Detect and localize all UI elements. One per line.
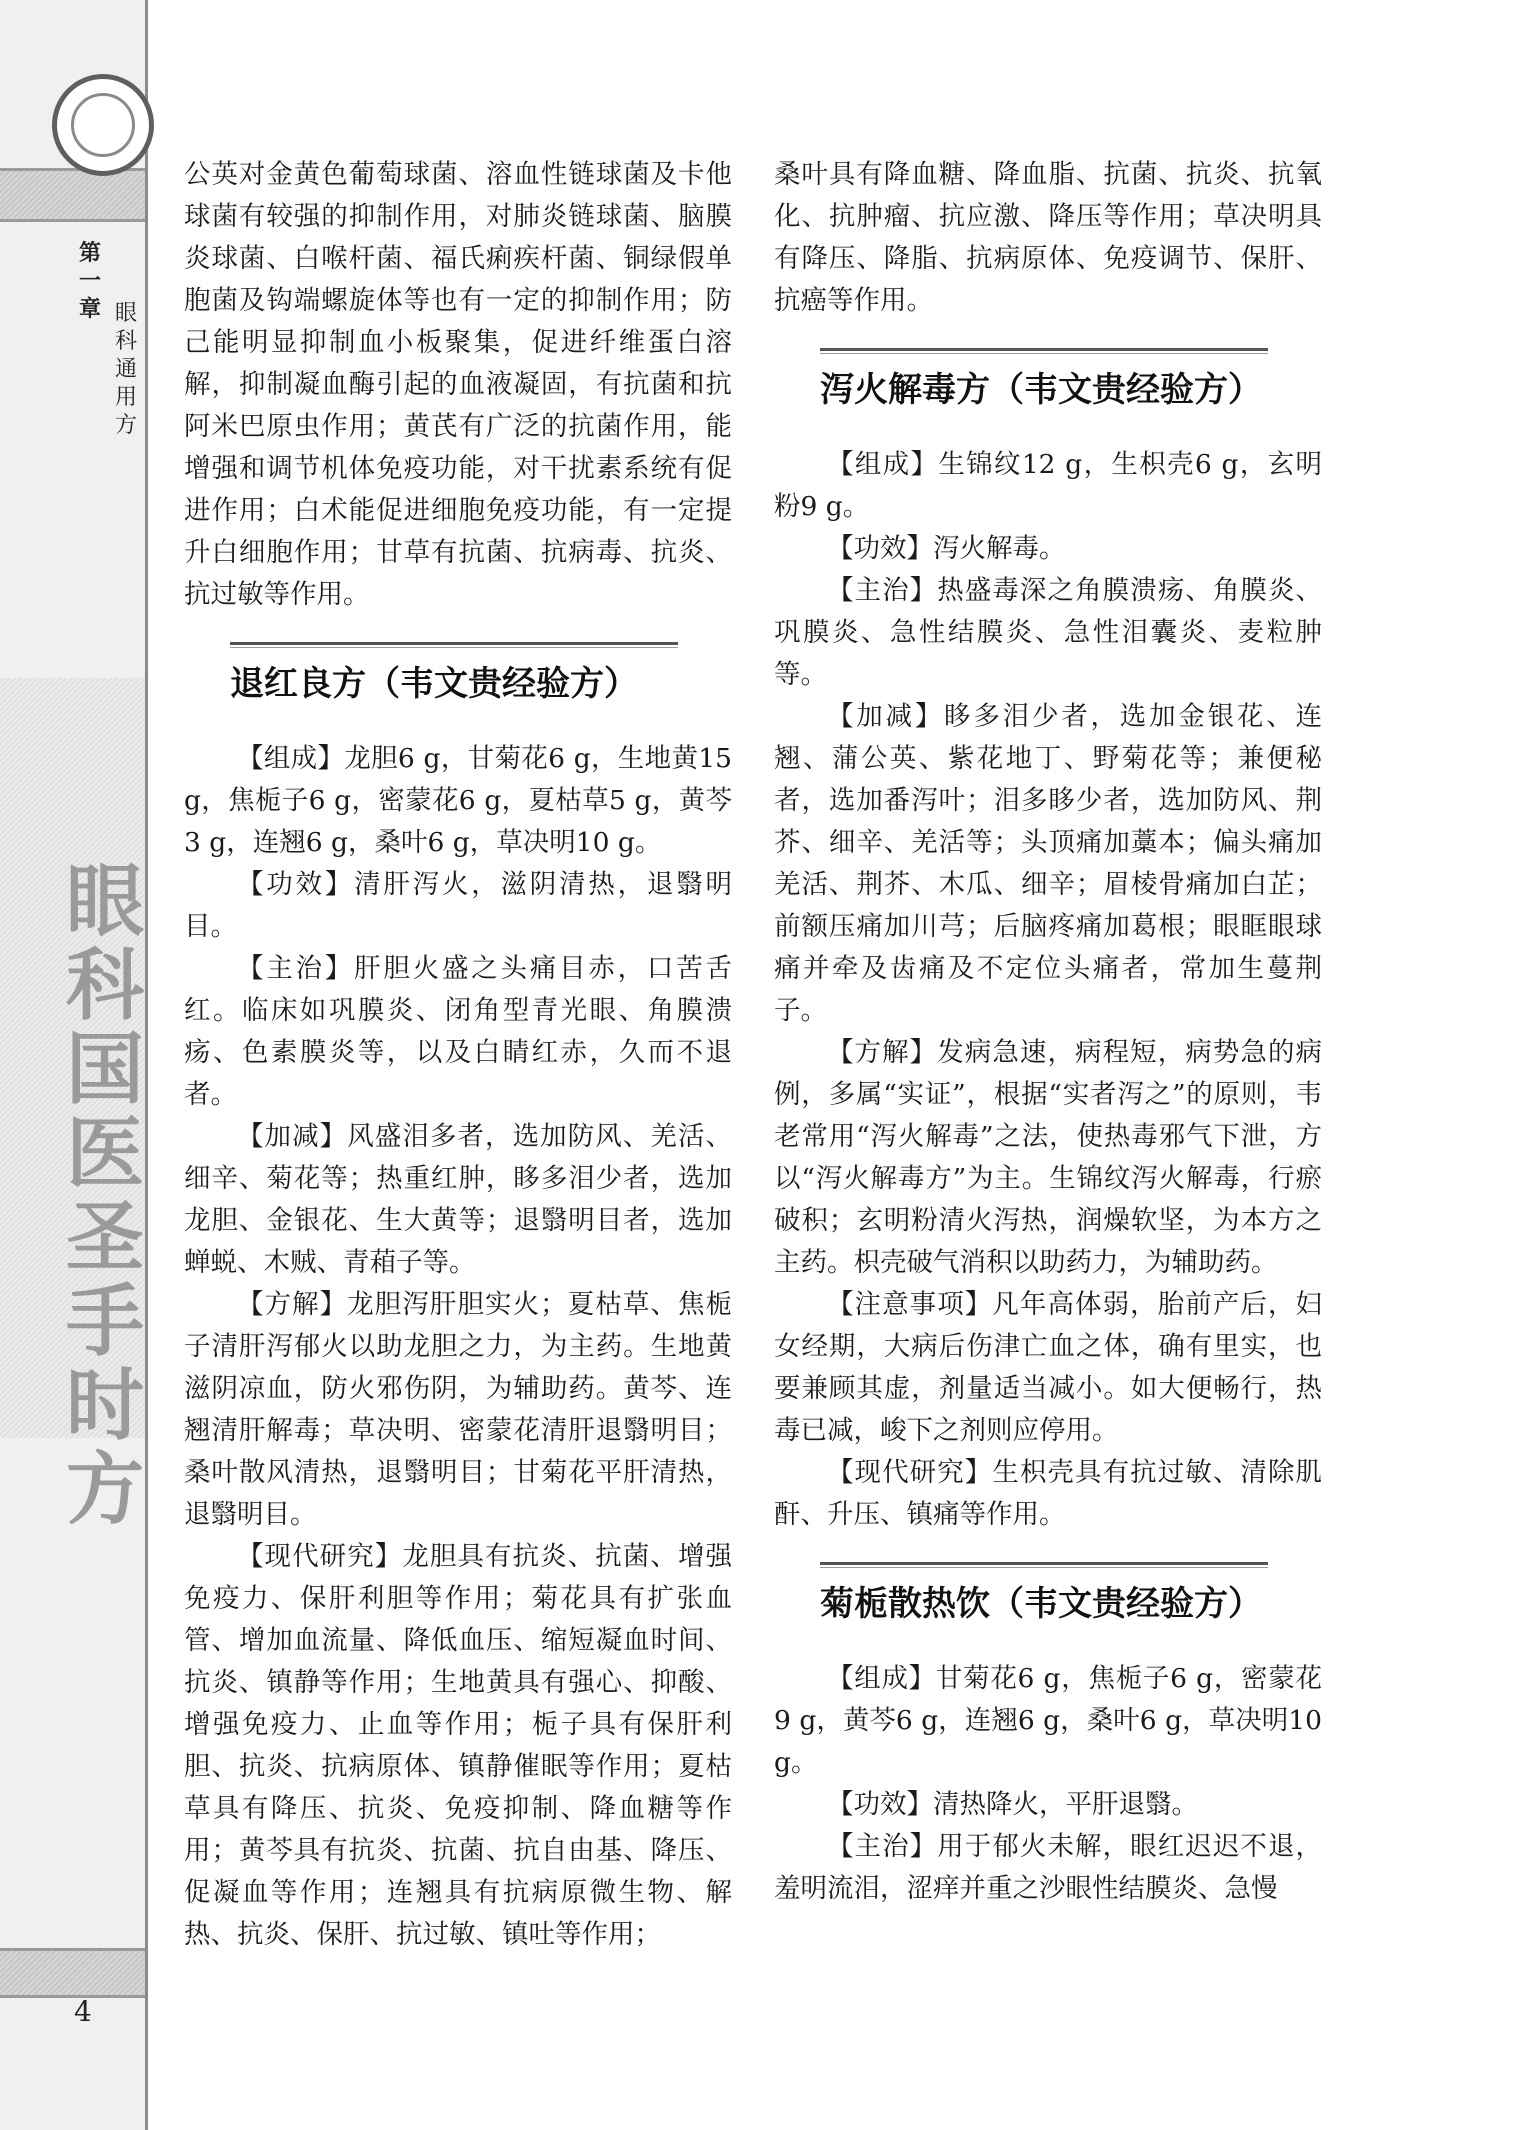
continued-paragraph: 公英对金黄色葡萄球菌、溶血性链球菌及卡他球菌有较强的抑制作用，对肺炎链球菌、脑膜炎球菌、白喉杆菌、福氏痢疾杆菌、铜绿假单胞菌及钩端螺旋体等也有一定的抑制作用；防己能明显抑制血小板聚集，促进纤维蛋白溶解，抑制凝血酶引起的血液凝固，有抗菌和抗阿米巴原虫作用；黄芪有广泛的抗菌作用，能增强和调节机体免疫功能，对干扰素系统有促进作用；白术能促进细胞免疫功能，有一定提升白细胞作用；甘草有抗菌、抗病毒、抗炎、抗过敏等作用。: [184, 159, 732, 610]
right-column: [774, 154, 1322, 1910]
paragraph-explanation: 【方解】龙胆泻肝胆实火；夏枯草、焦栀子清肝泻郁火以助龙胆之力，为主药。生地黄滋阴凉血，防火邪伤阴，为辅助药。黄芩、连翘清肝解毒；草决明、密蒙花清肝退翳明目；桑叶散风清热，退翳明目；甘菊花平肝清热，退翳明目。: [184, 1289, 732, 1530]
page-number: 4: [74, 1995, 92, 2028]
paragraph-modification: 【加减】眵多泪少者，选加金银花、连翘、蒲公英、紫花地丁、野菊花等；兼便秘者，选加番泻叶；泪多眵少者，选加防风、荆芥、细辛、羌活等；头顶痛加藁本；偏头痛加羌活、荆芥、木瓜、细辛；眉棱骨痛加白芷；前额压痛加川芎；后脑疼痛加葛根；眼眶眼球痛并牵及齿痛及不定位头痛者，常加生蔓荆子。: [774, 701, 1322, 1026]
section-heading: 退红良方（韦文贵经验方）: [230, 664, 638, 704]
sidebar: [0, 0, 148, 2130]
phoenix-emblem-icon: [52, 74, 154, 176]
paragraph-efficacy: 【功效】清肝泻火，滋阴清热，退翳明目。: [184, 869, 732, 942]
heading-rule: [820, 348, 1268, 354]
paragraph-composition: 【组成】甘菊花6 g，焦栀子6 g，密蒙花9 g，黄芩6 g，连翘6 g，桑叶6 g，草决明10 g。: [774, 1663, 1322, 1778]
decorative-band: [0, 168, 145, 222]
paragraph-indication: 【主治】肝胆火盛之头痛目赤，口苦舌红。临床如巩膜炎、闭角型青光眼、角膜溃疡、色素膜炎等，以及白睛红赤，久而不退者。: [184, 953, 732, 1110]
paragraph-composition: 【组成】生锦纹12 g，生枳壳6 g，玄明粉9 g。: [774, 449, 1322, 522]
section-heading-block: [774, 1562, 1322, 1628]
paragraph-modern-research: 【现代研究】龙胆具有抗炎、抗菌、增强免疫力、保肝利胆等作用；菊花具有扩张血管、增加血流量、降低血压、缩短凝血时间、抗炎、镇静等作用；生地黄具有强心、抑酸、增强免疫力、止血等作用；栀子具有保肝利胆、抗炎、抗病原体、镇静催眠等作用；夏枯草具有降压、抗炎、免疫抑制、降血糖等作用；黄芩具有抗炎、抗菌、抗自由基、降压、促凝血等作用；连翘具有抗病原微生物、解热、抗炎、保肝、抗过敏、镇吐等作用；: [184, 1541, 732, 1950]
section-heading: 菊栀散热饮（韦文贵经验方）: [820, 1584, 1262, 1624]
section-heading-block: [184, 642, 732, 708]
decorative-band: [0, 1948, 145, 1998]
chapter-label: [76, 240, 137, 438]
section-heading: 泻火解毒方（韦文贵经验方）: [820, 370, 1262, 410]
continued-paragraph: 桑叶具有降血糖、降血脂、抗菌、抗炎、抗氧化、抗肿瘤、抗应激、降压等作用；草决明具有降压、降脂、抗病原体、免疫调节、保肝、抗癌等作用。: [774, 159, 1322, 316]
paragraph-modification: 【加减】风盛泪多者，选加防风、羌活、细辛、菊花等；热重红肿，眵多泪少者，选加龙胆、金银花、生大黄等；退翳明目者，选加蝉蜕、木贼、青葙子等。: [184, 1121, 732, 1278]
paragraph-modern-research: 【现代研究】生枳壳具有抗过敏、清除肌酐、升压、镇痛等作用。: [774, 1457, 1322, 1530]
heading-rule: [820, 1562, 1268, 1568]
book-title: 眼科国医圣手时方: [65, 857, 144, 1535]
paragraph-efficacy: 【功效】泻火解毒。: [827, 533, 1066, 564]
chapter-title: 眼科通用方: [114, 301, 137, 438]
paragraph-indication: 【主治】用于郁火未解，眼红迟迟不退，羞明流泪，涩痒并重之沙眼性结膜炎、急慢: [774, 1831, 1322, 1904]
left-column: [184, 154, 732, 1956]
paragraph-efficacy: 【功效】清热降火，平肝退翳。: [827, 1789, 1198, 1820]
section-heading-block: [774, 348, 1322, 414]
chapter-number: 第一章: [78, 241, 101, 322]
paragraph-indication: 【主治】热盛毒深之角膜溃疡、角膜炎、巩膜炎、急性结膜炎、急性泪囊炎、麦粒肿等。: [774, 575, 1322, 690]
paragraph-explanation: 【方解】发病急速，病程短，病势急的病例，多属“实证”，根据“实者泻之”的原则，韦老常用“泻火解毒”之法，使热毒邪气下泄，方以“泻火解毒方”为主。生锦纹泻火解毒，行瘀破积；玄明粉清火泻热，润燥软坚，为本方之主药。枳壳破气消积以助药力，为辅助药。: [774, 1037, 1322, 1278]
heading-rule: [230, 642, 678, 648]
paragraph-precautions: 【注意事项】凡年高体弱，胎前产后，妇女经期，大病后伤津亡血之体，确有里实，也要兼顾其虚，剂量适当减小。如大便畅行，热毒已减，峻下之剂则应停用。: [774, 1289, 1322, 1446]
paragraph-composition: 【组成】龙胆6 g，甘菊花6 g，生地黄15 g，焦栀子6 g，密蒙花6 g，夏枯草5 g，黄芩3 g，连翘6 g，桑叶6 g，草决明10 g。: [184, 743, 732, 858]
